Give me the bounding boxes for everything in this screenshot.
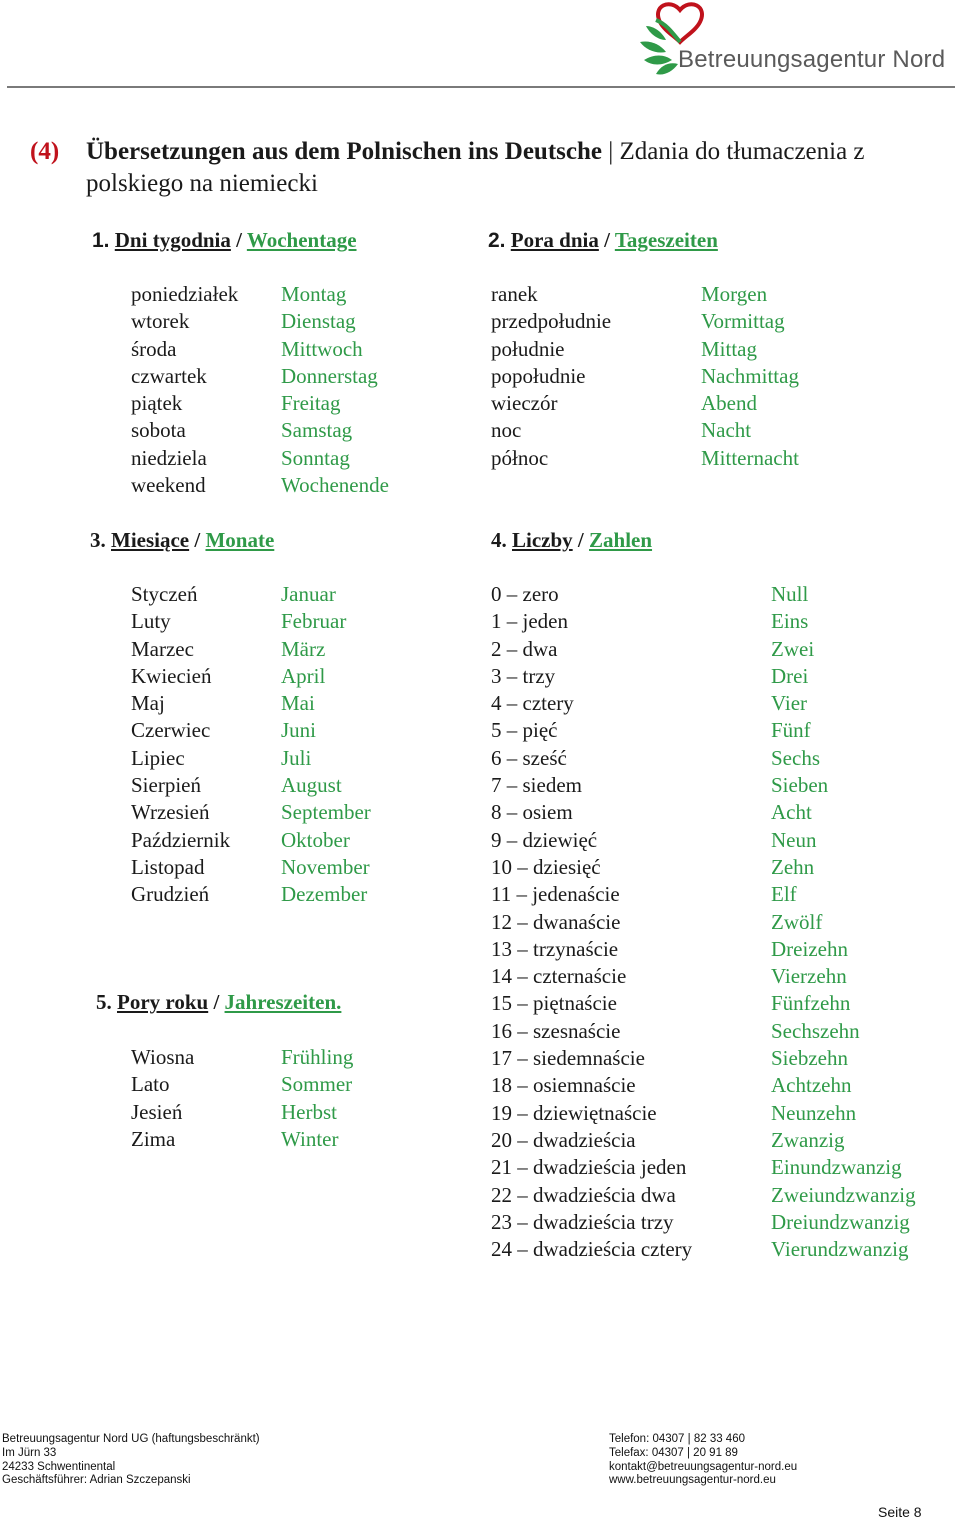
day-de: Dienstag: [281, 309, 356, 334]
number-pl: 8 – osiem: [491, 800, 573, 825]
number-pl: 22 – dwadzieścia dwa: [491, 1182, 676, 1207]
number-pl: 5 – pięć: [491, 718, 558, 743]
day-de: Montag: [281, 282, 347, 306]
time-de: Mitternacht: [701, 445, 799, 470]
number-de: Fünf: [771, 718, 811, 743]
month-pl: Czerwiec: [131, 718, 211, 743]
season-pl: Lato: [131, 1072, 170, 1097]
number-de: Vierundzwanzig: [771, 1237, 909, 1262]
season-pl: Jesień: [131, 1099, 183, 1124]
month-de: Februar: [281, 609, 347, 634]
number-de: Sieben: [771, 773, 829, 798]
month-de: Oktober: [281, 827, 350, 852]
day-de: Donnerstag: [281, 363, 378, 388]
numbers-pl-list: [491, 581, 692, 1263]
section-times-number: 2.: [488, 229, 506, 252]
section-days-pl: Dni tygodnia: [114, 228, 231, 252]
time-de: Vormittag: [701, 309, 785, 334]
section-times-sep: /: [598, 228, 615, 252]
number-pl: 15 – piętnaście: [491, 991, 617, 1016]
month-pl: Maj: [131, 691, 165, 716]
logo-wordmark: Betreuungsagentur Nord: [678, 46, 946, 73]
section-months-sep: /: [189, 528, 206, 552]
month-de: Januar: [281, 582, 336, 606]
number-pl: 16 – szesnaście: [491, 1018, 621, 1043]
months-pl-list: [131, 581, 230, 909]
footer-line: Telefax: 04307 | 20 91 89: [609, 1446, 738, 1459]
month-de: August: [281, 773, 342, 798]
header-divider: [7, 86, 955, 88]
section-seasons-pl: Pory roku: [117, 990, 209, 1014]
section-seasons-sep: /: [208, 990, 225, 1014]
number-pl: 2 – dwa: [491, 636, 558, 661]
number-pl: 12 – dwanaście: [491, 909, 621, 934]
footer-contact-info: [609, 1433, 797, 1488]
footer-line: www.betreuungsagentur-nord.eu: [609, 1474, 776, 1487]
month-pl: Październik: [131, 827, 231, 852]
day-pl: sobota: [131, 418, 186, 443]
day-pl: czwartek: [131, 363, 207, 388]
section-months-heading: [90, 528, 274, 553]
title-rest: | Zdania do tłumaczenia z: [602, 138, 865, 165]
number-pl: 0 – zero: [491, 582, 559, 606]
number-pl: 1 – jeden: [491, 609, 568, 634]
time-pl: południe: [491, 336, 565, 361]
number-pl: 3 – trzy: [491, 663, 556, 688]
page-title: [86, 138, 865, 166]
number-de: Zweiundzwanzig: [771, 1182, 916, 1207]
number-pl: 10 – dziesięć: [491, 854, 601, 879]
number-pl: 13 – trzynaście: [491, 936, 619, 961]
month-de: April: [281, 663, 326, 688]
page-number: Seite 8: [878, 1504, 922, 1520]
number-de: Siebzehn: [771, 1046, 848, 1071]
number-pl: 21 – dwadzieścia jeden: [491, 1155, 687, 1180]
number-de: Sechszehn: [771, 1018, 860, 1043]
season-de: Frühling: [281, 1045, 354, 1069]
seasons-de-list: [281, 1044, 353, 1153]
month-pl: Luty: [131, 609, 171, 634]
footer-line: 24233 Schwentinental: [2, 1460, 116, 1473]
number-de: Elf: [771, 882, 797, 907]
time-pl: północ: [491, 445, 549, 470]
footer-company-info: [2, 1433, 260, 1488]
month-de: Mai: [281, 691, 315, 716]
days-pl-list: [131, 281, 238, 499]
month-pl: Grudzień: [131, 882, 210, 907]
number-de: Eins: [771, 609, 809, 634]
footer-line: Geschäftsführer: Adrian Szczepanski: [2, 1474, 191, 1487]
month-de: März: [281, 636, 326, 661]
footer-line: kontakt@betreuungsagentur-nord.eu: [609, 1460, 798, 1473]
day-de: Sonntag: [281, 445, 350, 470]
section-days-number: 1.: [92, 229, 110, 252]
day-pl: weekend: [131, 473, 206, 498]
number-de: Drei: [771, 663, 809, 688]
section-times-pl: Pora dnia: [510, 228, 599, 252]
section-seasons-heading: [96, 990, 341, 1015]
number-de: Vierzehn: [771, 964, 847, 989]
number-de: Sechs: [771, 745, 820, 770]
season-de: Sommer: [281, 1072, 353, 1097]
month-pl: Sierpień: [131, 773, 201, 798]
season-de: Winter: [281, 1126, 339, 1151]
number-pl: 6 – sześć: [491, 745, 567, 770]
months-de-list: [281, 581, 371, 909]
number-de: Zwölf: [771, 909, 823, 934]
number-de: Fünfzehn: [771, 991, 851, 1016]
section-days-sep: /: [230, 228, 247, 252]
number-de: Neunzehn: [771, 1100, 857, 1125]
day-pl: środa: [131, 336, 177, 361]
section-number: (4): [30, 138, 60, 165]
number-pl: 9 – dziewięć: [491, 827, 598, 852]
times-pl-list: [491, 281, 611, 472]
section-months-pl: Miesiące: [111, 528, 190, 552]
number-de: Neun: [771, 827, 817, 852]
number-de: Zwei: [771, 636, 815, 661]
number-de: Einundzwanzig: [771, 1155, 902, 1180]
section-seasons-number: 5.: [96, 990, 112, 1014]
number-pl: 24 – dwadzieścia cztery: [491, 1237, 693, 1262]
footer-line: Betreuungsagentur Nord UG (haftungsbeschränkt): [2, 1433, 260, 1445]
number-de: Zehn: [771, 854, 815, 879]
section-numbers-number: 4.: [491, 528, 507, 552]
time-pl: ranek: [491, 282, 538, 306]
footer-line: Im Jürn 33: [2, 1446, 57, 1459]
title-bold-part: Übersetzungen aus dem Polnischen ins Deutsche: [86, 138, 602, 165]
section-numbers-sep: /: [572, 528, 590, 552]
page-subtitle: polskiego na niemiecki: [86, 170, 318, 197]
number-pl: 18 – osiemnaście: [491, 1073, 636, 1098]
month-pl: Styczeń: [131, 582, 198, 606]
time-de: Mittag: [701, 336, 757, 361]
number-de: Vier: [771, 691, 808, 716]
section-times-heading: [488, 228, 718, 253]
number-pl: 7 – siedem: [491, 773, 582, 798]
section-months-number: 3.: [90, 528, 106, 552]
number-de: Achtzehn: [771, 1073, 852, 1098]
month-pl: Kwiecień: [131, 663, 212, 688]
section-months-de: Monate: [205, 528, 275, 552]
time-de: Morgen: [701, 282, 768, 306]
month-pl: Marzec: [131, 636, 194, 661]
number-pl: 19 – dziewiętnaście: [491, 1100, 657, 1125]
time-de: Nacht: [701, 418, 752, 443]
month-de: Juli: [281, 745, 312, 770]
season-de: Herbst: [281, 1099, 337, 1124]
number-pl: 17 – siedemnaście: [491, 1046, 645, 1071]
month-pl: Listopad: [131, 854, 205, 879]
day-pl: wtorek: [131, 309, 190, 334]
month-de: September: [281, 800, 371, 825]
time-de: Nachmittag: [701, 363, 799, 388]
number-de: Dreiundzwanzig: [771, 1209, 910, 1234]
season-pl: Wiosna: [131, 1045, 195, 1069]
seasons-pl-list: [131, 1044, 194, 1153]
day-pl: poniedziałek: [131, 282, 239, 306]
time-pl: popołudnie: [491, 363, 586, 388]
number-pl: 4 – cztery: [491, 691, 574, 716]
footer-line: Telefon: 04307 | 82 33 460: [609, 1433, 745, 1445]
month-de: Juni: [281, 718, 317, 743]
season-pl: Zima: [131, 1126, 176, 1151]
section-numbers-de: Zahlen: [589, 528, 653, 552]
numbers-de-list: [771, 581, 916, 1263]
section-numbers-heading: [491, 528, 652, 553]
time-de: Abend: [701, 391, 757, 416]
number-de: Null: [771, 582, 809, 606]
day-de: Samstag: [281, 418, 353, 443]
month-de: Dezember: [281, 882, 368, 907]
number-de: Zwanzig: [771, 1127, 845, 1152]
section-days-de: Wochentage: [246, 228, 357, 252]
times-de-list: [701, 281, 799, 472]
day-pl: niedziela: [131, 445, 207, 470]
day-de: Mittwoch: [281, 336, 363, 361]
day-de: Wochenende: [281, 473, 389, 498]
day-de: Freitag: [281, 391, 341, 416]
section-seasons-de: Jahreszeiten.: [224, 990, 342, 1014]
time-pl: wieczór: [491, 391, 558, 416]
number-de: Dreizehn: [771, 936, 848, 961]
section-numbers-pl: Liczby: [512, 528, 573, 552]
number-pl: 11 – jedenaście: [491, 882, 620, 907]
month-de: November: [281, 854, 370, 879]
section-times-de: Tageszeiten: [614, 228, 718, 252]
time-pl: przedpołudnie: [491, 309, 612, 334]
number-pl: 20 – dwadzieścia: [491, 1127, 636, 1152]
number-pl: 14 – czternaście: [491, 964, 627, 989]
day-pl: piątek: [131, 391, 183, 416]
month-pl: Wrzesień: [131, 800, 210, 825]
section-days-heading: [92, 228, 357, 253]
time-pl: noc: [491, 418, 522, 443]
number-pl: 23 – dwadzieścia trzy: [491, 1209, 674, 1234]
days-de-list: [281, 281, 389, 499]
number-de: Acht: [771, 800, 812, 825]
month-pl: Lipiec: [131, 745, 185, 770]
